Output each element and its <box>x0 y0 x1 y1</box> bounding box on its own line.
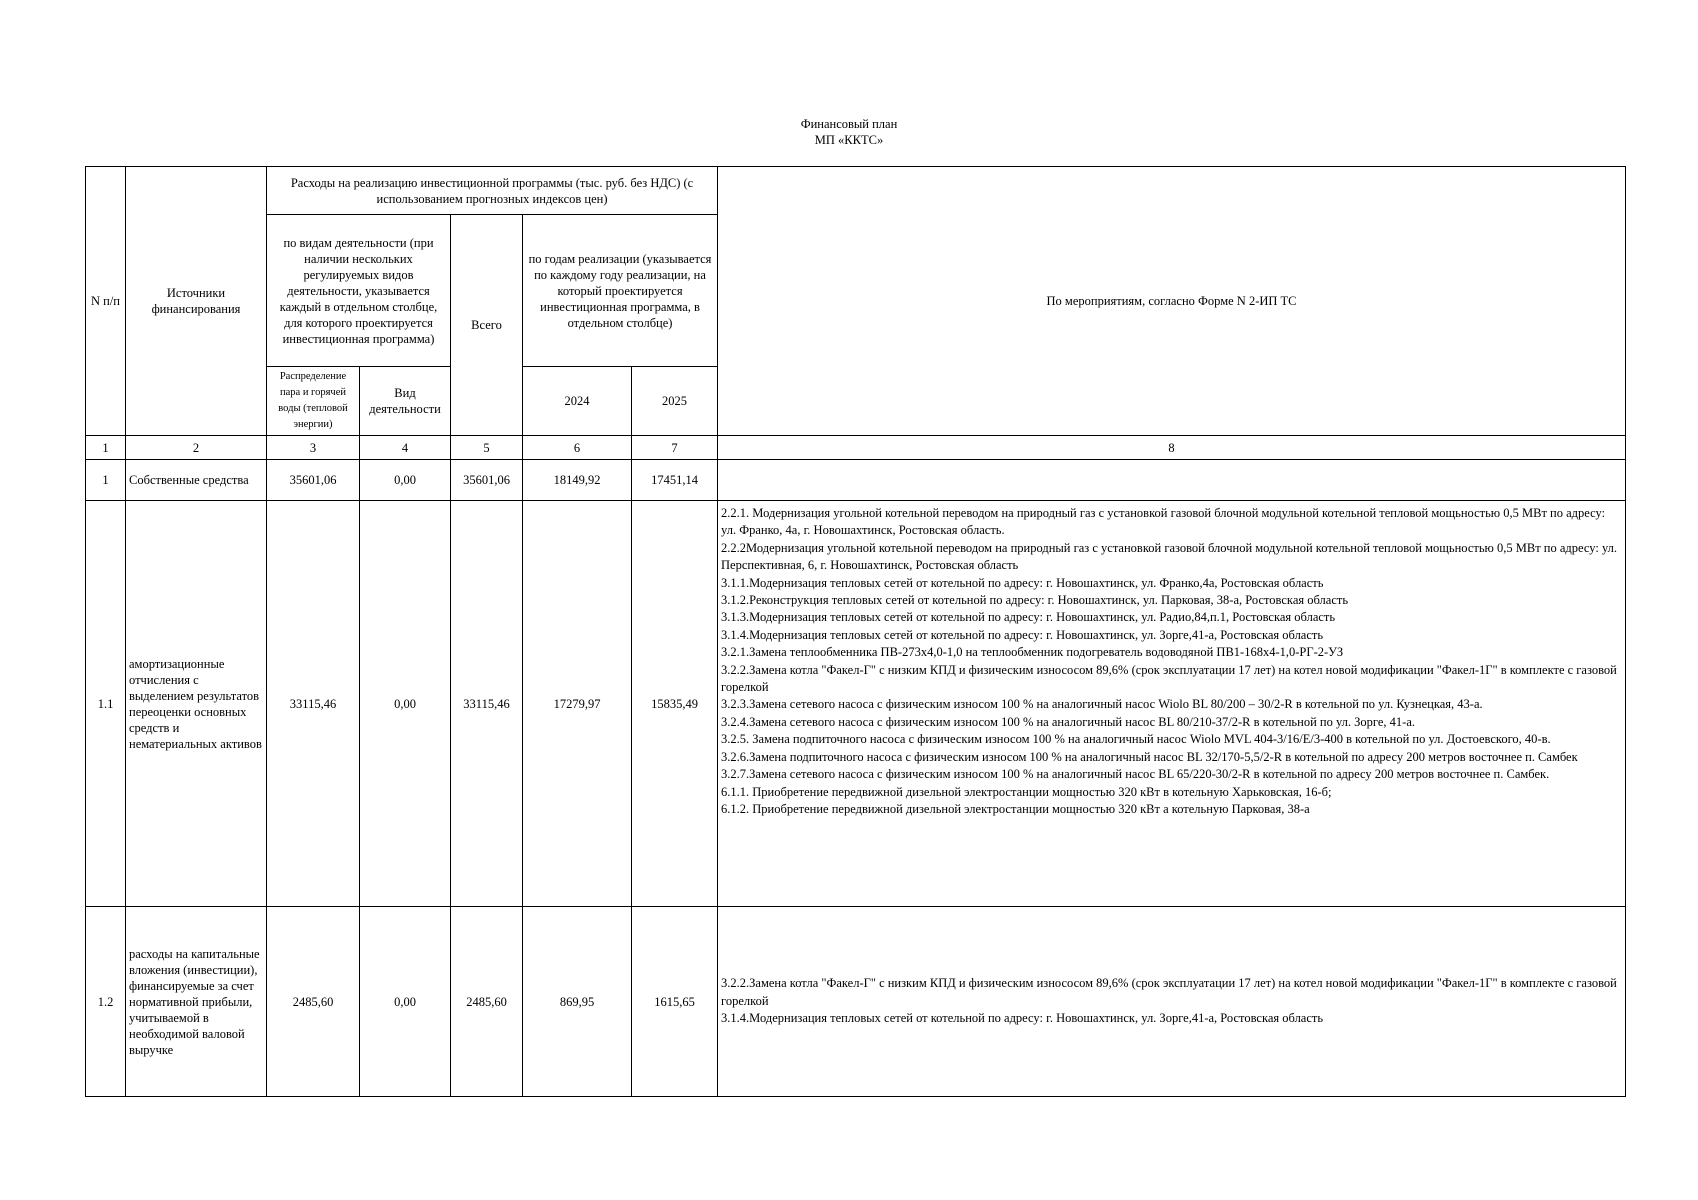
event-item: 3.2.5. Замена подпиточного насоса с физическим износом 100 % на аналогичный насос Wiolo MVL 404-3/16/E/3-400 в котельной по ул. Достоевского, 40-в. <box>721 732 1551 747</box>
event-item: 3.2.4.Замена сетевого насоса с физическим износом 100 % на аналогичный насос BL 80/210-37/2-R в котельной по ул. Зорге, 41-а. <box>721 714 1415 729</box>
col-number: 5 <box>451 436 523 460</box>
event-item: 3.2.7.Замена сетевого насоса с физическим износом 100 % на аналогичный насос BL 65/220-30/2-R в котельной по адресу 200 метров восточнее п. Самбек. <box>721 767 1550 782</box>
header-expenses: Расходы на реализацию инвестиционной программы (тыс. руб. без НДС) (с использованием прогнозных индексов цен) <box>267 167 718 215</box>
financial-plan-table <box>85 166 1626 1097</box>
header-total: Всего <box>451 215 523 436</box>
header-by-events: По мероприятиям, согласно Форме N 2-ИП ТС <box>718 167 1626 436</box>
header-year-2025: 2025 <box>632 367 718 436</box>
event-item: 3.1.4.Модернизация тепловых сетей от котельной по адресу: г. Новошахтинск, ул. Зорге,41-а, Ростовская область <box>721 627 1324 642</box>
col-number: 4 <box>360 436 451 460</box>
col-number: 6 <box>523 436 632 460</box>
table-row <box>86 907 1626 1097</box>
row-value-2025: 15835,49 <box>632 501 718 907</box>
row-source: амортизационные отчисления с выделением результатов переоценки основных средств и нематериальных активов <box>126 501 267 907</box>
event-item: 3.2.2.Замена котла "Факел-Г" с низким КПД и физическим износосом 89,6% (срок эксплуатации 17 лет) на котел новой модификации "Факел-1Г" в комплекте с газовой горелкой <box>721 662 1617 695</box>
header-by-years: по годам реализации (указывается по каждому году реализации, на который проектируется инвестиционная программа, в отдельном столбце) <box>523 215 718 367</box>
row-value-activity2: 0,00 <box>360 907 451 1097</box>
column-numbers-row <box>86 436 1626 460</box>
row-source: Собственные средства <box>126 460 267 501</box>
row-value-2024: 18149,92 <box>523 460 632 501</box>
event-item: 3.1.1.Модернизация тепловых сетей от котельной по адресу: г. Новошахтинск, ул. Франко,4а, Ростовская область <box>721 575 1324 590</box>
table-row <box>86 460 1626 501</box>
event-item: 2.2.2Модернизация угольной котельной переводом на природный газ с установкой газовой блочной модульной котельной тепловой мощьностью 0,5 МВт по адресу: ул. Перспективная, 6, г. Новошахтинск, Ростовская область <box>721 540 1618 573</box>
row-value-total: 33115,46 <box>451 501 523 907</box>
row-num: 1.2 <box>86 907 126 1097</box>
event-item: 3.1.2.Реконструкция тепловых сетей от котельной по адресу: г. Новошахтинск, ул. Парковая, 38-а, Ростовская область <box>721 593 1349 608</box>
table-row <box>86 501 1626 907</box>
col-number: 2 <box>126 436 267 460</box>
row-value-activity2: 0,00 <box>360 460 451 501</box>
col-number: 1 <box>86 436 126 460</box>
event-item: 6.1.1. Приобретение передвижной дизельной электростанции мощностью 320 кВт в котельную Харьковская, 16-б; <box>721 784 1332 799</box>
header-sources: Источники финансирования <box>126 167 267 436</box>
row-value-2025: 1615,65 <box>632 907 718 1097</box>
row-value-2024: 17279,97 <box>523 501 632 907</box>
col-number: 3 <box>267 436 360 460</box>
row-events <box>718 501 1626 907</box>
col-number: 7 <box>632 436 718 460</box>
event-item: 3.2.1.Замена теплообменника ПВ-273х4,0-1,0 на теплообменник подогреватель водоводяной ПВ1-168х4-1,0-РГ-2-УЗ <box>721 645 1344 660</box>
row-num: 1.1 <box>86 501 126 907</box>
row-value-activity2: 0,00 <box>360 501 451 907</box>
event-item: 3.2.3.Замена сетевого насоса с физическим износом 100 % на аналогичный насос Wiolo BL 80/200 – 30/2-R в котельной по ул. Кузнецкая, 43-а. <box>721 697 1483 712</box>
row-value-activity1: 35601,06 <box>267 460 360 501</box>
row-value-2024: 869,95 <box>523 907 632 1097</box>
header-activity-1: Распределение пара и горячей воды (тепловой энергии) <box>267 367 360 436</box>
row-value-2025: 17451,14 <box>632 460 718 501</box>
row-events <box>718 907 1626 1097</box>
row-num: 1 <box>86 460 126 501</box>
row-value-activity1: 33115,46 <box>267 501 360 907</box>
row-value-total: 35601,06 <box>451 460 523 501</box>
col-number: 8 <box>718 436 1626 460</box>
document-title <box>0 116 1698 148</box>
event-item: 3.2.6.Замена подпиточного насоса с физическим износом 100 % на аналогичный насос BL 32/170-5,5/2-R в котельной по адресу 200 метров восточнее п. Самбек <box>721 749 1578 764</box>
event-item: 3.2.2.Замена котла "Факел-Г" с низким КПД и физическим износосом 89,6% (срок эксплуатации 17 лет) на котел новой модификации "Факел-1Г" в комплекте с газовой горелкой <box>721 976 1617 1008</box>
event-item: 3.1.3.Модернизация тепловых сетей от котельной по адресу: г. Новошахтинск, ул. Радио,84,п.1, Ростовская область <box>721 610 1336 625</box>
event-item: 2.2.1. Модернизация угольной котельной переводом на природный газ с установкой газовой блочной модульной котельной тепловой мощьностью 0,5 МВт по адресу: ул. Франко, 4а, г. Новошахтинск, Ростовская область. <box>721 506 1606 538</box>
title-line-2: МП «ККТС» <box>814 133 884 147</box>
event-item: 3.1.4.Модернизация тепловых сетей от котельной по адресу: г. Новошахтинск, ул. Зорге,41-а, Ростовская область <box>721 1011 1324 1026</box>
row-source: расходы на капитальные вложения (инвестиции), финансируемые за счет нормативной прибыли, учитываемой в необходимой валовой выручке <box>126 907 267 1097</box>
header-year-2024: 2024 <box>523 367 632 436</box>
header-activity-2: Вид деятельности <box>360 367 451 436</box>
row-value-total: 2485,60 <box>451 907 523 1097</box>
row-value-activity1: 2485,60 <box>267 907 360 1097</box>
row-events <box>718 460 1626 501</box>
header-by-activity: по видам деятельности (при наличии нескольких регулируемых видов деятельности, указывается каждый в отдельном столбце, для которого проектируется инвестиционная программа) <box>267 215 451 367</box>
event-item: 6.1.2. Приобретение передвижной дизельной электростанции мощностью 320 кВт а котельную Парковая, 38-а <box>721 801 1310 816</box>
title-line-1: Финансовый план <box>800 117 898 131</box>
header-num: N п/п <box>86 167 126 436</box>
